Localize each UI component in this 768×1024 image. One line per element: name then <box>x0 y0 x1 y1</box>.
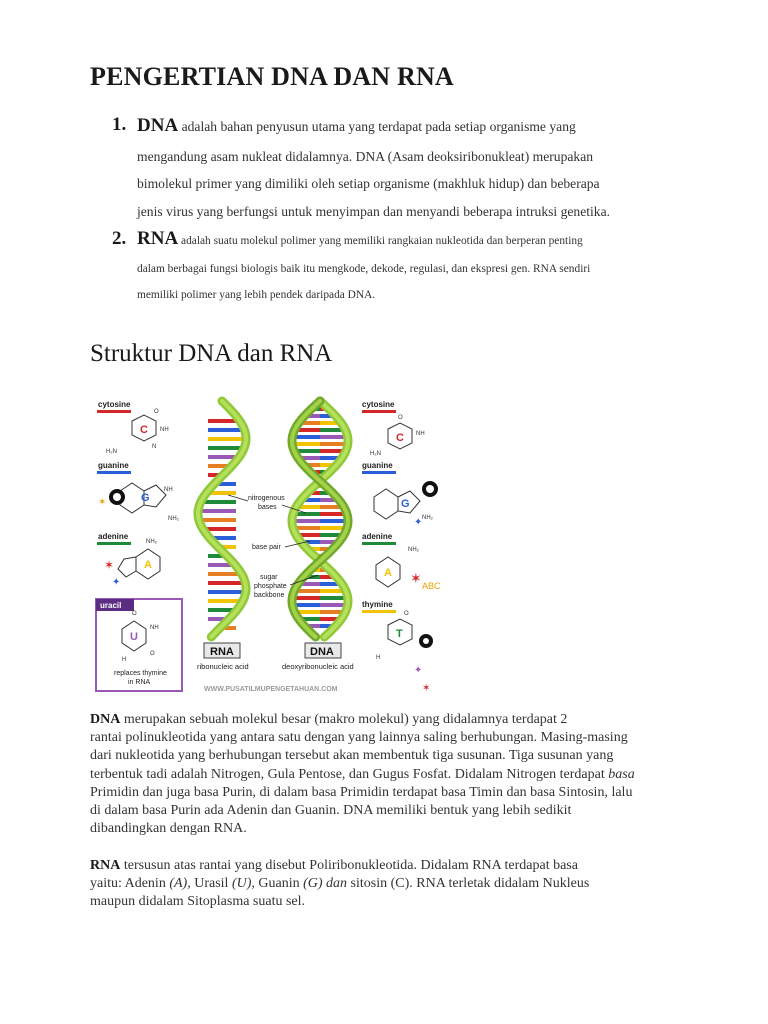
definition-line: mengandung asam nukleat didalamnya. DNA (Asam deoksiribonukleat) merupakan <box>137 148 594 164</box>
paragraph-line: sitosin (C). RNA terletak didalam Nukleus <box>347 876 590 892</box>
list-number: 1. <box>112 114 127 135</box>
svg-text:T: T <box>396 628 403 640</box>
base-rung <box>208 581 245 585</box>
definition-line: jenis virus yang berfungsi untuk menyimpan dan menyandi beberapa intruksi genetika. <box>137 203 611 219</box>
paragraph-rna <box>90 857 690 912</box>
svg-text:✦: ✦ <box>414 517 423 528</box>
definition-line: bimolekul primer yang dimiliki oleh setiap organisme (makhluk hidup) dan beberapa <box>137 176 600 191</box>
base-pair-label: base pair <box>252 544 281 551</box>
svg-text:uracil: uracil <box>100 601 122 610</box>
italic-term: (A), <box>169 876 191 892</box>
definition-body <box>137 114 677 225</box>
italic-term: basa <box>608 766 635 782</box>
svg-text:O: O <box>404 611 409 617</box>
svg-text:bases: bases <box>258 504 277 511</box>
svg-text:U: U <box>130 631 138 643</box>
svg-text:✦: ✦ <box>112 577 121 588</box>
svg-text:C: C <box>140 424 148 436</box>
dna-rna-structure-figure <box>92 393 447 698</box>
figure-watermark: WWW.PUSATILMUPENGETAHUAN.COM <box>204 686 338 693</box>
definition-term: RNA <box>137 228 179 249</box>
svg-text:O: O <box>154 409 159 415</box>
svg-text:NH₂: NH₂ <box>146 539 157 545</box>
sugar-backbone-label: sugar <box>260 574 278 581</box>
paragraph-line: Urasil <box>190 876 232 892</box>
svg-text:replaces thymine: replaces thymine <box>114 670 167 677</box>
svg-text:thymine: thymine <box>362 600 393 609</box>
base-rung <box>208 590 246 594</box>
svg-text:NH: NH <box>416 431 425 437</box>
paragraph-line: Primidin dan juga basa Purin, di dalam basa Primidin terdapat basa Timin dan basa Sintosin, lalu <box>90 784 633 800</box>
svg-text:✦: ✦ <box>414 665 423 676</box>
base-rung <box>198 509 236 513</box>
definition-line: dalam berbagai fungsi biologis baik itu mengkode, dekode, regulasi, dan ekspresi gen. RNA sendiri <box>137 263 591 275</box>
svg-text:NH: NH <box>150 625 159 631</box>
italic-term: (U), <box>231 876 255 892</box>
svg-text:cytosine: cytosine <box>362 400 395 409</box>
paragraph-line: maupun didalam Sitoplasma suatu sel. <box>90 894 306 910</box>
nitrogenous-bases-label: nitrogenous <box>248 495 285 502</box>
svg-text:✶: ✶ <box>104 558 115 572</box>
svg-text:N: N <box>152 444 157 450</box>
paragraph-term: DNA <box>90 712 121 727</box>
page-title: PENGERTIAN DNA DAN RNA <box>90 62 454 91</box>
paragraph-line: yaitu: Adenin <box>90 876 170 892</box>
svg-text:deoxyribonucleic acid: deoxyribonucleic acid <box>282 662 354 671</box>
svg-text:NH₂: NH₂ <box>168 516 179 522</box>
definition-body <box>137 228 677 308</box>
svg-text:NH: NH <box>164 487 173 493</box>
uracil-box <box>96 599 182 691</box>
svg-text:cytosine: cytosine <box>98 400 131 409</box>
definition-term: DNA <box>137 115 179 136</box>
svg-text:✶: ✶ <box>410 570 422 586</box>
paragraph-line: dibandingkan dengan RNA. <box>90 821 247 837</box>
italic-term: (G) dan <box>303 876 348 892</box>
svg-text:ribonucleic acid: ribonucleic acid <box>197 662 249 671</box>
svg-text:H: H <box>376 655 381 661</box>
base-rung <box>199 518 236 522</box>
svg-text:guanine: guanine <box>98 461 129 470</box>
svg-text:H: H <box>122 657 127 663</box>
svg-text:O: O <box>132 611 137 617</box>
svg-text:NH: NH <box>160 427 169 433</box>
svg-text:in RNA: in RNA <box>128 679 151 686</box>
paragraph-line: rantai polinukleotida yang antara satu dengan yang lainnya saling berhubungan. Masing-masing <box>90 730 628 746</box>
svg-text:C: C <box>396 432 404 444</box>
svg-text:H₂N: H₂N <box>106 449 117 455</box>
svg-text:NH₂: NH₂ <box>408 547 419 553</box>
svg-text:G: G <box>401 498 410 510</box>
paragraph-line: terbentuk tadi adalah Nitrogen, Gula Pentose, dan Gugus Fosfat. Didalam Nitrogen terdapat <box>90 766 609 782</box>
svg-text:backbone: backbone <box>254 592 285 599</box>
svg-text:guanine: guanine <box>362 461 393 470</box>
svg-text:adenine: adenine <box>362 532 393 541</box>
svg-text:G: G <box>141 492 150 504</box>
section-title: Struktur DNA dan RNA <box>90 340 333 367</box>
svg-text:H₂N: H₂N <box>370 451 381 457</box>
svg-text:DNA: DNA <box>310 646 334 658</box>
svg-text:✶: ✶ <box>98 497 107 508</box>
svg-text:O: O <box>150 651 155 657</box>
paragraph-line: di dalam basa Purin ada Adenin dan Guanin. DNA memiliki bentuk yang lebih sedikit <box>90 803 572 819</box>
svg-text:ABC: ABC <box>422 581 441 591</box>
paragraph-line: Guanin <box>254 876 304 892</box>
base-rung <box>208 428 244 432</box>
list-number: 2. <box>112 228 127 249</box>
svg-text:O: O <box>398 415 403 421</box>
svg-text:NH₂: NH₂ <box>422 515 433 521</box>
definition-line: memiliki polimer yang lebih pendek daripada DNA. <box>137 289 376 301</box>
svg-text:adenine: adenine <box>98 532 129 541</box>
svg-text:A: A <box>144 559 152 571</box>
paragraph-line: dari nukleotida yang berhubungan tersebut akan membentuk tiga susunan. Tiga susunan yang <box>90 748 614 764</box>
paragraph-line: merupakan sebuah molekul besar (makro molekul) yang didalamnya terdapat 2 <box>120 712 568 727</box>
svg-text:RNA: RNA <box>210 646 234 658</box>
definition-line: adalah suatu molekul polimer yang memiliki rangkaian nukleotida dan berperan penting <box>181 235 583 247</box>
svg-text:✶: ✶ <box>422 683 431 694</box>
svg-text:A: A <box>384 567 392 579</box>
definition-line: adalah bahan penyusun utama yang terdapat pada setiap organisme yang <box>181 119 576 134</box>
svg-text:phosphate: phosphate <box>254 583 287 590</box>
paragraph-line: tersusun atas rantai yang disebut Poliribonukleotida. Didalam RNA terdapat basa <box>120 858 578 873</box>
base-rung <box>208 437 246 441</box>
paragraph-term: RNA <box>90 858 121 873</box>
paragraph-dna <box>90 711 690 838</box>
